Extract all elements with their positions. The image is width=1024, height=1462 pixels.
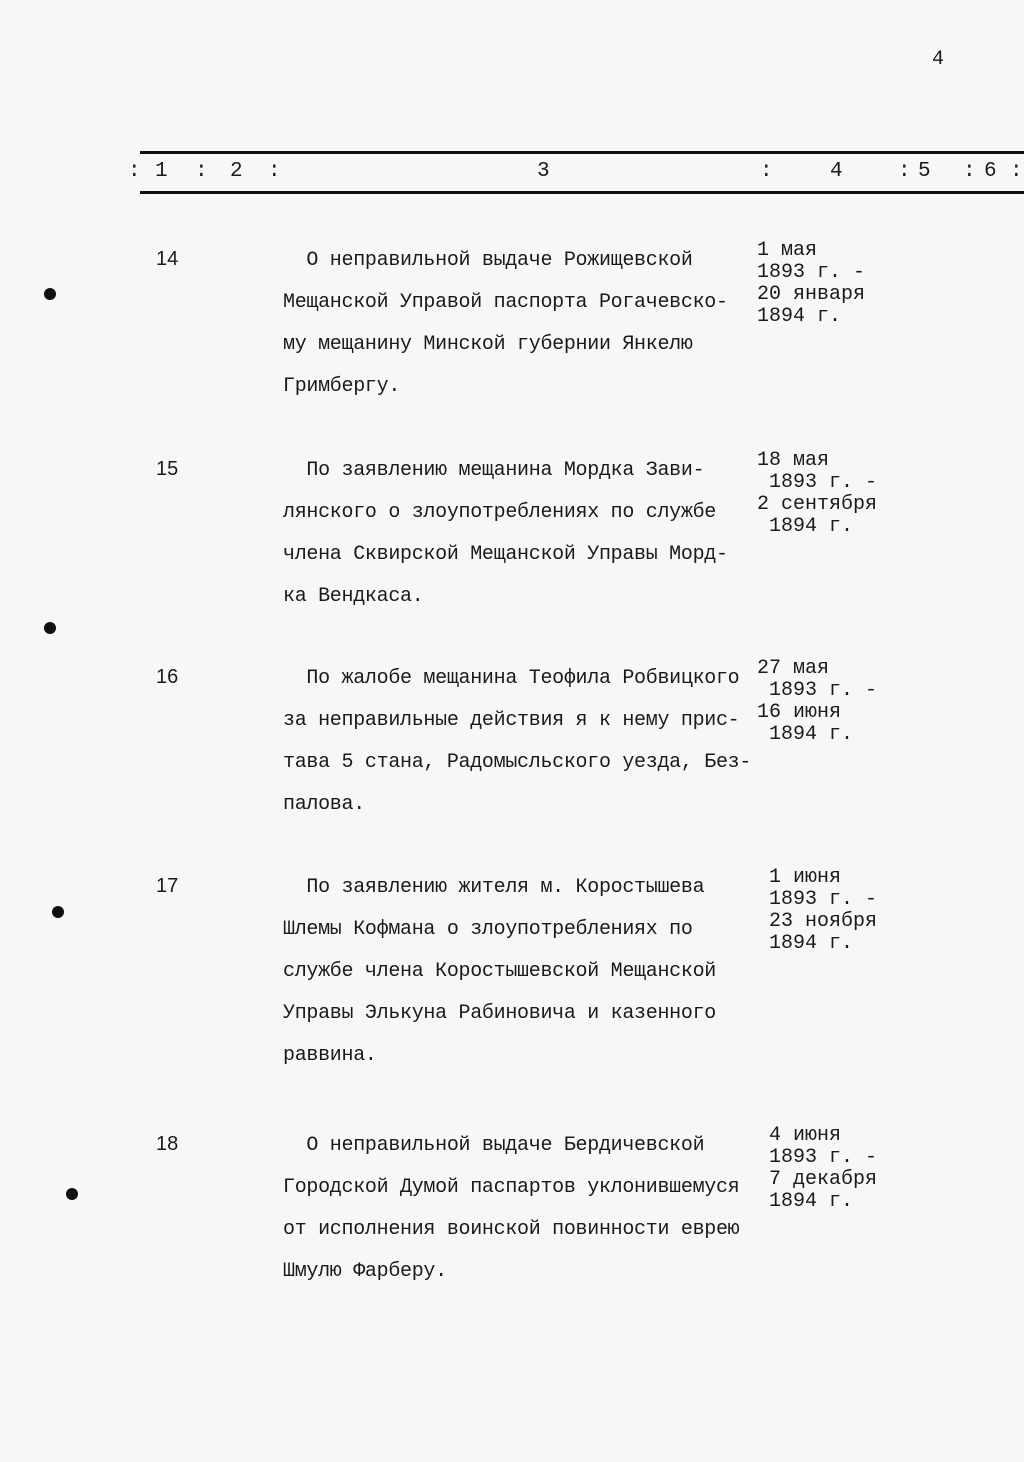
page-number: 4	[932, 48, 945, 71]
description-line: Управы Элькуна Рабиновича и казенного	[283, 1002, 716, 1025]
description-line: По заявлению жителя м. Коростышева	[283, 876, 705, 899]
date-line: 20 января	[757, 283, 866, 306]
date-line: 4 июня	[757, 1124, 842, 1147]
date-line: 1893 г. -	[757, 888, 878, 911]
entry-dates	[757, 658, 877, 746]
entry-description	[283, 867, 716, 1077]
date-line: 2 сентября	[757, 493, 878, 516]
entry-dates	[757, 1125, 877, 1213]
description-line: По жалобе мещанина Теофила Робвицкого	[283, 667, 740, 690]
date-line: 1894 г.	[757, 515, 854, 538]
description-line: Мещанской Управой паспорта Рогачевско-	[283, 291, 728, 314]
entry-dates	[757, 240, 865, 328]
description-line: лянского о злоупотреблениях по службе	[283, 501, 716, 524]
entry-number: 16	[156, 666, 179, 688]
description-line: раввина.	[283, 1044, 377, 1067]
entry-description	[283, 450, 728, 618]
header-col-1: 1	[155, 160, 168, 183]
description-line: тава 5 стана, Радомысльского уезда, Без-	[283, 751, 752, 774]
description-line: Шлемы Кофмана о злоупотреблениях по	[283, 918, 693, 941]
header-col-3: 3	[537, 160, 550, 183]
header-col-4: 4	[830, 160, 843, 183]
date-line: 1894 г.	[757, 1190, 854, 1213]
description-line: Шмулю Фарберу.	[283, 1260, 447, 1283]
header-col-5: 5	[918, 160, 931, 183]
entry-description	[283, 1125, 739, 1293]
punch-hole-mark	[52, 906, 64, 918]
description-line: службе члена Коростышевской Мещанской	[283, 960, 716, 983]
punch-hole-mark	[44, 622, 56, 634]
date-line: 1 мая	[757, 239, 818, 262]
header-sep: :	[760, 160, 773, 183]
entry-dates	[757, 867, 877, 955]
description-line: ка Вендкаса.	[283, 585, 424, 608]
entry-number: 14	[156, 248, 179, 270]
date-line: 1 июня	[757, 866, 842, 889]
entry-number: 17	[156, 875, 179, 897]
description-line: члена Сквирской Мещанской Управы Морд-	[283, 543, 728, 566]
date-line: 1894 г.	[757, 932, 854, 955]
description-line: му мещанину Минской губернии Янкелю	[283, 333, 693, 356]
description-line: Гримбергу.	[283, 375, 401, 398]
entry-dates	[757, 450, 877, 538]
header-sep: :	[128, 160, 141, 183]
header-sep: :	[1010, 160, 1023, 183]
date-line: 1893 г. -	[757, 471, 878, 494]
date-line: 1893 г. -	[757, 261, 866, 284]
punch-hole-mark	[66, 1188, 78, 1200]
header-sep: :	[963, 160, 976, 183]
description-line: О неправильной выдаче Рожищевской	[283, 249, 693, 272]
description-line: По заявлению мещанина Мордка Зави-	[283, 459, 705, 482]
date-line: 1894 г.	[757, 305, 842, 328]
date-line: 1893 г. -	[757, 679, 878, 702]
date-line: 16 июня	[757, 701, 842, 724]
header-col-6: 6	[984, 160, 997, 183]
entry-description	[283, 240, 728, 408]
table-header	[0, 160, 1024, 186]
header-sep: :	[268, 160, 281, 183]
entry-description	[283, 658, 751, 826]
punch-hole-mark	[44, 288, 56, 300]
date-line: 1894 г.	[757, 723, 854, 746]
header-sep: :	[898, 160, 911, 183]
header-sep: :	[195, 160, 208, 183]
date-line: 1893 г. -	[757, 1146, 878, 1169]
description-line: от исполнения воинской повинности еврею	[283, 1218, 740, 1241]
date-line: 7 декабря	[757, 1168, 878, 1191]
description-line: Городской Думой паспартов уклонившемуся	[283, 1176, 740, 1199]
date-line: 27 мая	[757, 657, 830, 680]
entry-number: 18	[156, 1133, 179, 1155]
header-top-rule	[140, 151, 1024, 154]
header-col-2: 2	[230, 160, 243, 183]
description-line: за неправильные действия я к нему прис-	[283, 709, 740, 732]
date-line: 18 мая	[757, 449, 830, 472]
description-line: О неправильной выдаче Бердичевской	[283, 1134, 705, 1157]
entry-number: 15	[156, 458, 179, 480]
header-bottom-rule	[140, 191, 1024, 194]
date-line: 23 ноября	[757, 910, 878, 933]
description-line: палова.	[283, 793, 365, 816]
